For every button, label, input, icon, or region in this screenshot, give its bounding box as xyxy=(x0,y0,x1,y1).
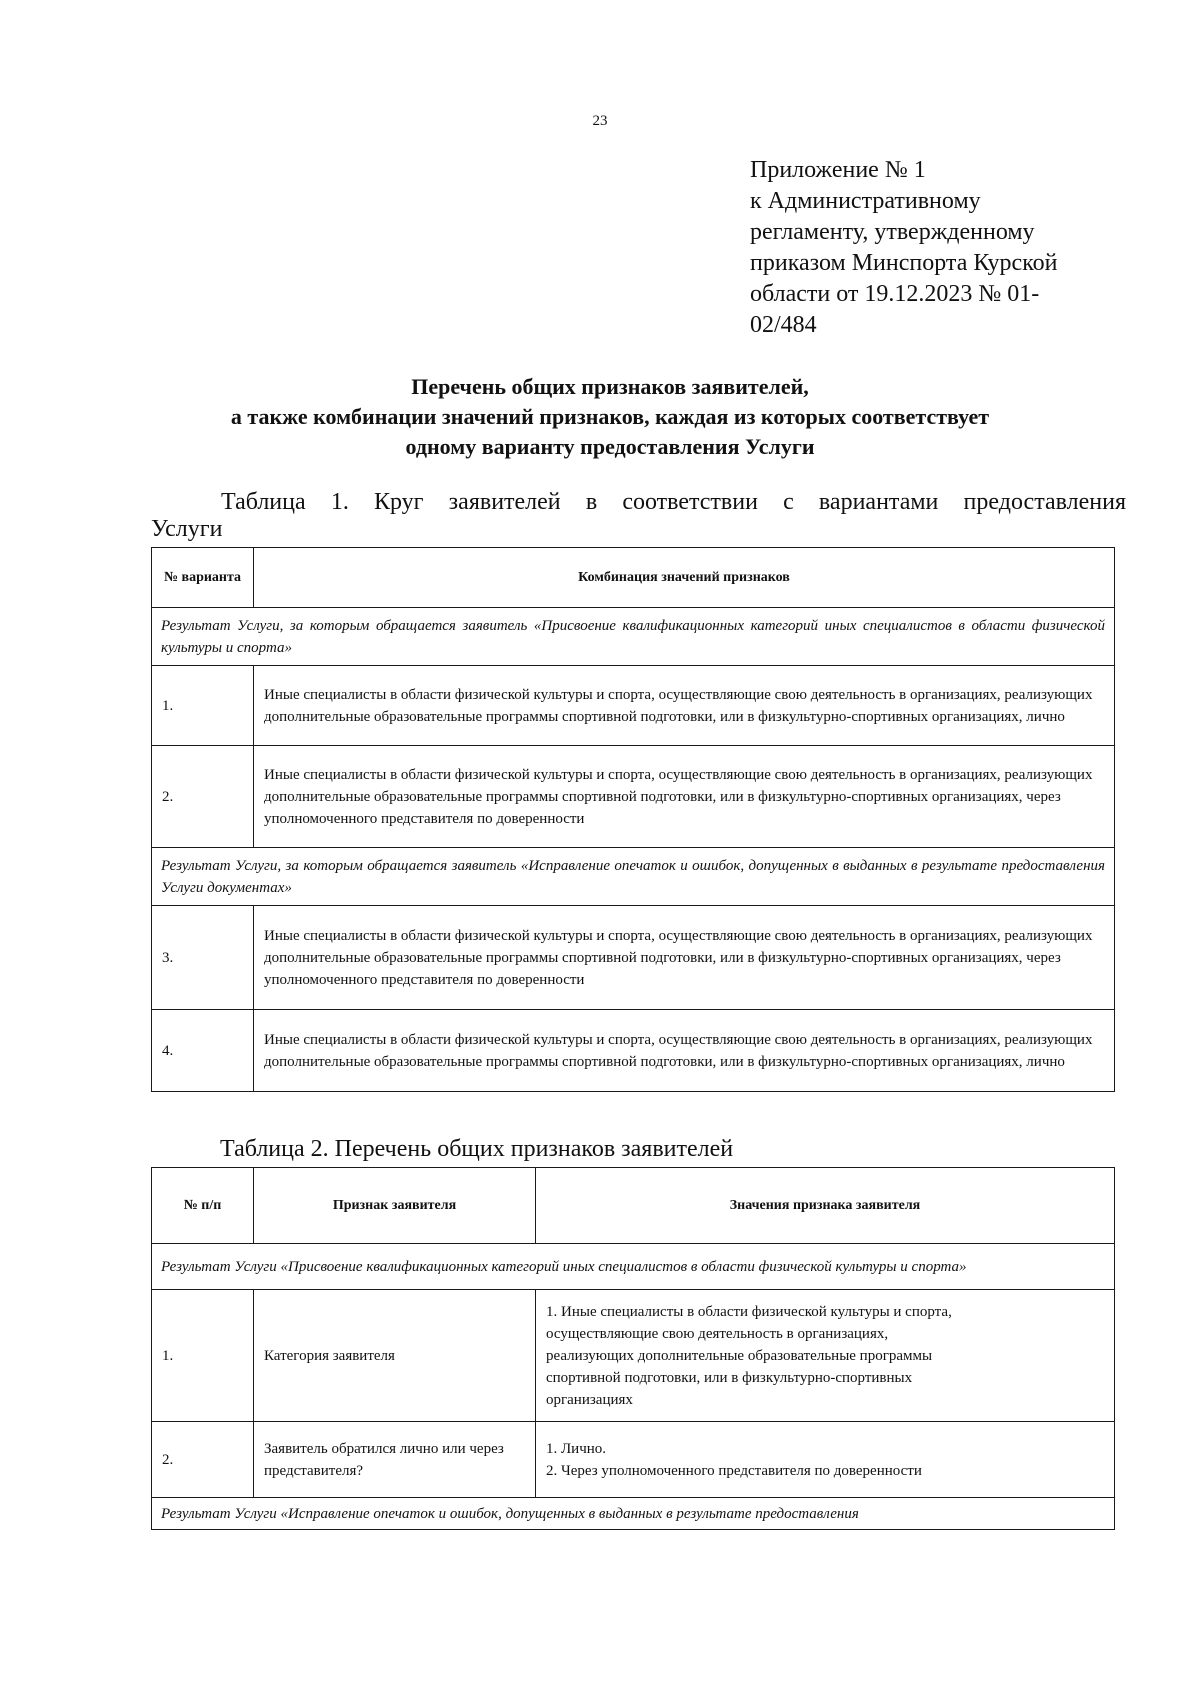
table1-caption-line1: Таблица 1. Круг заявителей в соответствии с вариантами предоставления xyxy=(221,489,1126,515)
row-number: 2. xyxy=(152,1422,254,1498)
section-row xyxy=(152,848,1115,906)
page-number: 23 xyxy=(592,113,608,129)
table-row xyxy=(152,1422,1115,1498)
section-result-qualification: Результат Услуги, за которым обращается заявитель «Присвоение квалификационных категорий иных специалистов в области физической культуры и спорта» xyxy=(152,608,1115,666)
value-line: 1. Лично. xyxy=(546,1440,607,1457)
table-row xyxy=(152,746,1115,848)
table2-caption: Таблица 2. Перечень общих признаков заявителей xyxy=(220,1136,734,1162)
attribute-name: Заявитель обратился лично или через представителя? xyxy=(254,1422,536,1498)
section-row xyxy=(152,1498,1115,1530)
variant-description: Иные специалисты в области физической культуры и спорта, осуществляющие свою деятельность в организациях, реализующих дополнительные образовательные программы спортивной подготовки, или в физкультурно-спортивных организациях, лично xyxy=(254,666,1115,746)
table-row xyxy=(152,666,1115,746)
header-row-number: № п/п xyxy=(152,1168,254,1244)
table-row xyxy=(152,1290,1115,1422)
document-title xyxy=(130,372,1090,462)
table-header-row xyxy=(152,1168,1115,1244)
section-result-corrections: Результат Услуги «Исправление опечаток и ошибок, допущенных в выданных в результате предоставления xyxy=(152,1498,1115,1530)
appendix-line: к Административному xyxy=(750,188,981,214)
appendix-line: приказом Минспорта Курской xyxy=(750,250,1058,276)
row-number: 1. xyxy=(152,1290,254,1422)
title-line: одному варианту предоставления Услуги xyxy=(405,434,815,459)
title-line: Перечень общих признаков заявителей, xyxy=(411,374,809,399)
appendix-note xyxy=(750,155,1100,341)
attribute-values xyxy=(536,1290,1115,1422)
header-combination: Комбинация значений признаков xyxy=(254,548,1115,608)
attribute-name: Категория заявителя xyxy=(254,1290,536,1422)
appendix-line: Приложение № 1 xyxy=(750,157,926,183)
appendix-line: области от 19.12.2023 № 01- xyxy=(750,281,1040,307)
value-line: 2. Через уполномоченного представителя по доверенности xyxy=(546,1462,922,1479)
value-line: 1. Иные специалисты в области физической культуры и спорта, xyxy=(546,1303,952,1320)
value-line: спортивной подготовки, или в физкультурно-спортивных xyxy=(546,1369,913,1386)
variant-description: Иные специалисты в области физической культуры и спорта, осуществляющие свою деятельность в организациях, реализующих дополнительные образовательные программы спортивной подготовки, или в физкультурно-спортивных организациях, через уполномоченного представителя по доверенности xyxy=(254,746,1115,848)
table1-caption-line2: Услуги xyxy=(151,516,223,542)
attributes-table xyxy=(151,1167,1115,1530)
table1-caption xyxy=(151,489,1126,543)
variant-number: 3. xyxy=(152,906,254,1010)
header-attribute: Признак заявителя xyxy=(254,1168,536,1244)
value-line: организациях xyxy=(546,1391,633,1408)
value-line: реализующих дополнительные образовательные программы xyxy=(546,1347,933,1364)
variant-description: Иные специалисты в области физической культуры и спорта, осуществляющие свою деятельность в организациях, реализующих дополнительные образовательные программы спортивной подготовки, или в физкультурно-спортивных организациях, лично xyxy=(254,1010,1115,1092)
section-row xyxy=(152,608,1115,666)
header-variant-number: № варианта xyxy=(152,548,254,608)
header-attribute-values: Значения признака заявителя xyxy=(536,1168,1115,1244)
variants-table xyxy=(151,547,1115,1092)
table-header-row xyxy=(152,548,1115,608)
variant-number: 2. xyxy=(152,746,254,848)
section-row xyxy=(152,1244,1115,1290)
attribute-values xyxy=(536,1422,1115,1498)
section-result-corrections: Результат Услуги, за которым обращается заявитель «Исправление опечаток и ошибок, допущенных в выданных в результате предоставления Услуги документах» xyxy=(152,848,1115,906)
section-result-qualification: Результат Услуги «Присвоение квалификационных категорий иных специалистов в области физической культуры и спорта» xyxy=(152,1244,1115,1290)
table-row xyxy=(152,1010,1115,1092)
value-line: осуществляющие свою деятельность в организациях, xyxy=(546,1325,889,1342)
variant-description: Иные специалисты в области физической культуры и спорта, осуществляющие свою деятельность в организациях, реализующих дополнительные образовательные программы спортивной подготовки, или в физкультурно-спортивных организациях, через уполномоченного представителя по доверенности xyxy=(254,906,1115,1010)
table-row xyxy=(152,906,1115,1010)
title-line: а также комбинации значений признаков, каждая из которых соответствует xyxy=(230,404,990,429)
appendix-line: регламенту, утвержденному xyxy=(750,219,1035,245)
appendix-line: 02/484 xyxy=(750,312,817,338)
variant-number: 4. xyxy=(152,1010,254,1092)
variant-number: 1. xyxy=(152,666,254,746)
